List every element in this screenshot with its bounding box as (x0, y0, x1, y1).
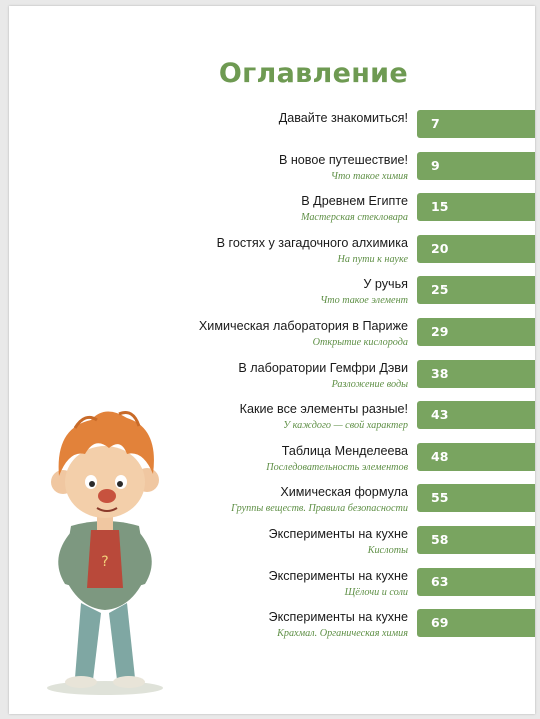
toc-entry-title: Химическая лаборатория в Париже (198, 319, 408, 333)
toc-entry-subtitle: Кислоты (367, 545, 408, 556)
page-number-tab[interactable] (417, 276, 535, 304)
toc-entry-subtitle: На пути к науке (337, 253, 408, 265)
toc-entry (9, 234, 535, 270)
toc-entry (9, 151, 535, 187)
page-number-tab[interactable] (417, 443, 535, 471)
toc-entry-subtitle: Что такое химия (330, 170, 408, 182)
page-number: 58 (431, 532, 449, 547)
page-number: 7 (431, 116, 440, 131)
toc-entry (9, 109, 535, 145)
toc-entry-title: В гостях у загадочного алхимика (216, 235, 408, 250)
toc-entry-title: Таблица Менделеева (281, 443, 408, 458)
page-number: 48 (431, 448, 449, 464)
toc-entry-title: У ручья (363, 277, 408, 292)
toc-entry (9, 275, 535, 311)
page-number-tab[interactable] (417, 110, 535, 138)
page-number: 15 (431, 199, 449, 215)
book-page (9, 6, 535, 714)
toc-entry-subtitle: У каждого — свой характер (283, 420, 408, 432)
page-number-tab[interactable] (417, 152, 535, 180)
page-title: Оглавление (218, 58, 408, 89)
page-number-tab[interactable] (417, 526, 535, 554)
page-number: 29 (431, 324, 449, 339)
toc-entry-title: В новое путешествие! (278, 152, 408, 167)
page-number-tab[interactable] (417, 484, 535, 512)
toc-entry-subtitle: Крахмал. Органическая химия (277, 628, 408, 640)
toc-entry (9, 317, 535, 353)
page-number-tab[interactable] (417, 318, 535, 346)
toc-entry-title: Какие все элементы разные! (239, 402, 408, 417)
toc-entry-title: В Древнем Египте (301, 194, 408, 209)
page-number-tab[interactable] (417, 568, 535, 596)
toc-entry-title: Эксперименты на кухне (268, 568, 408, 583)
toc-entry-title: Эксперименты на кухне (268, 527, 408, 541)
toc-entry-title: Давайте знакомиться! (278, 111, 408, 125)
page-number: 43 (431, 407, 449, 423)
toc-entry-title: В лаборатории Гемфри Дэви (238, 360, 408, 375)
page-number-tab[interactable] (417, 360, 535, 388)
page-number-tab[interactable] (417, 401, 535, 429)
toc-entry-subtitle: Открытие кислорода (312, 337, 408, 348)
page-number: 63 (431, 573, 449, 589)
toc-entry-subtitle: Мастерская стекловара (300, 212, 408, 224)
boy-character-icon (35, 398, 175, 698)
toc-entry-subtitle: Последовательность элементов (266, 461, 408, 473)
toc-entry-subtitle: Группы веществ. Правила безопасности (231, 503, 408, 515)
toc-entry-subtitle: Что такое элемент (320, 295, 408, 307)
page-number: 25 (431, 282, 449, 298)
toc-entry (9, 359, 535, 395)
toc-entry-subtitle: Щёлочи и соли (344, 586, 408, 598)
page-number-tab[interactable] (417, 235, 535, 263)
page-number: 38 (431, 365, 449, 381)
page-number-tab[interactable] (417, 609, 535, 637)
page-number-tab[interactable] (417, 193, 535, 221)
toc-entry-title: Эксперименты на кухне (268, 610, 408, 625)
page-number: 55 (431, 490, 449, 506)
svg-text:?: ? (101, 554, 109, 570)
toc-entry-subtitle: Разложение воды (331, 378, 408, 390)
page-number: 69 (431, 615, 449, 631)
toc-entry-title: Химическая формула (280, 485, 408, 500)
page-number: 9 (431, 157, 440, 173)
toc-entry (9, 192, 535, 228)
page-number: 20 (431, 240, 449, 256)
